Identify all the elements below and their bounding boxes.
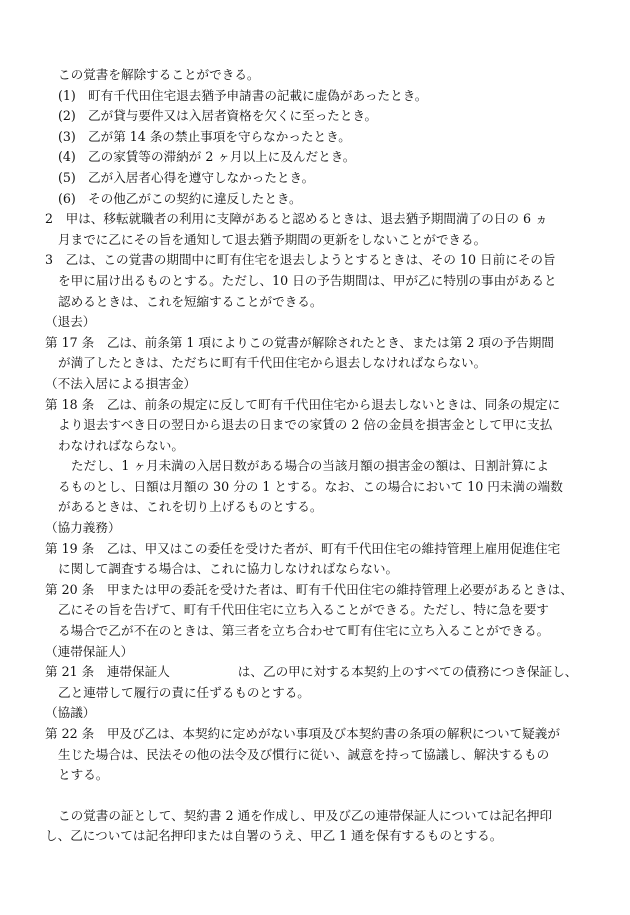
heading-article-17: （退去） — [45, 314, 96, 330]
article-18-line: ただし、1 ヶ月未満の入居日数がある場合の当該月額の損害金の額は、日割計算によ — [71, 458, 549, 474]
list-item — [45, 86, 595, 107]
heading-article-19: （協力義務） — [45, 520, 121, 536]
heading-article-21: （連帯保証人） — [45, 643, 134, 659]
item-number: (1) — [58, 87, 76, 103]
article-22-line: 生じた場合は、民法その他の法令及び慣行に従い、誠意を持って協議し、解決するもの — [58, 746, 550, 762]
contract-text — [45, 65, 595, 847]
paragraph-3-line: を甲に届け出るものとする。ただし、10 日の予告期間は、甲が乙に特別の事由があると — [58, 272, 557, 288]
item-text: 乙が入居者心得を遵守しなかったとき。 — [88, 169, 315, 185]
article-20-line: る場合で乙が不在のときは、第三者を立ち合わせて町有住宅に立ち入ることができる。 — [58, 623, 550, 639]
text-line: この覚書を解除することができる。 — [58, 67, 260, 82]
list-item — [45, 106, 595, 127]
article-20-line: 第 20 条 甲または甲の委託を受けた者は、町有千代田住宅の維持管理上必要があるときは、 — [45, 581, 573, 597]
article-21-line: 乙と連帯して履行の責に任ずるものとする。 — [58, 684, 310, 700]
heading-article-22: （協議） — [45, 705, 96, 721]
paragraph-3-line: 3 乙は、この覚書の期間中に町有住宅を退去しようとするときは、その 10 日前にその旨 — [45, 252, 556, 268]
article-18-line: 第 18 条 乙は、前条の規定に反して町有千代田住宅から退去しないときは、同条の規定に — [45, 396, 561, 412]
item-text: 乙が第 14 条の禁止事項を守らなかったとき。 — [88, 128, 351, 144]
list-item — [45, 147, 595, 168]
paragraph-2-line: 2 甲は、移転就職者の利用に支障があると認めるときは、退去猶予期間満了の日の 6 ヵ — [45, 211, 548, 227]
item-text: 乙の家賃等の滞納が 2 ヶ月以上に及んだとき。 — [88, 149, 356, 165]
article-18-line: より退去すべき日の翌日から退去の日までの家賃の 2 倍の金員を損害金として甲に支払 — [58, 417, 553, 433]
item-number: (4) — [58, 149, 76, 165]
paragraph-3-line: 認めるときは、これを短縮することができる。 — [58, 293, 323, 309]
item-number: (5) — [58, 169, 76, 185]
paragraph-2-line: 月までに乙にその旨を通知して退去猶予期間の更新をしないことができる。 — [58, 231, 487, 247]
article-19-line: に関して調査する場合は、これに協力しなければならない。 — [58, 561, 399, 577]
list-item — [45, 168, 595, 189]
article-21-line — [45, 662, 595, 683]
article-18-line: があるときは、これを切り上げるものとする。 — [58, 499, 323, 515]
list-item — [45, 127, 595, 148]
item-number: (2) — [58, 108, 76, 124]
spacer — [45, 786, 595, 806]
item-text: その他乙がこの契約に違反したとき。 — [88, 190, 302, 206]
closing-line: し、乙については記名押印または自署のうえ、甲乙 1 通を保有するものとする。 — [45, 828, 503, 844]
article-20-line: 乙にその旨を告げて、町有千代田住宅に立ち入ることができる。ただし、特に急を要す — [58, 602, 549, 618]
article-19-line: 第 19 条 乙は、甲又はこの委任を受けた者が、町有千代田住宅の維持管理上雇用促進住宅 — [45, 540, 561, 556]
closing-line: この覚書の証として、契約書 2 通を作成し、甲及び乙の連帯保証人については記名押印 — [58, 807, 553, 823]
article-17-line: 第 17 条 乙は、前条第 1 項によりこの覚書が解除されたとき、または第 2 項の予告期間 — [45, 334, 554, 350]
article-17-line: が満了したときは、ただちに町有千代田住宅から退去しなければならない。 — [58, 355, 487, 371]
item-text: 町有千代田住宅退去猶予申請書の記載に虚偽があったとき。 — [88, 87, 428, 103]
heading-article-18: （不法入居による損害金） — [45, 375, 197, 391]
article-21-prefix: 第 21 条 連帯保証人 — [45, 664, 170, 680]
article-18-line: るものとし、日額は月額の 30 分の 1 とする。なお、この場合において 10 円未満の端数 — [58, 478, 563, 494]
list-item — [45, 189, 595, 210]
article-18-line: わなければならない。 — [58, 437, 184, 453]
article-21-suffix: は、乙の甲に対する本契約上のすべての債務につき保証し、 — [237, 664, 578, 680]
article-22-line: とする。 — [58, 767, 109, 783]
item-number: (3) — [58, 128, 76, 144]
article-22-line: 第 22 条 甲及び乙は、本契約に定めがない事項及び本契約書の条項の解釈について疑義が — [45, 726, 560, 741]
item-number: (6) — [58, 190, 76, 206]
item-text: 乙が貸与要件又は入居者資格を欠くに至ったとき。 — [88, 108, 378, 124]
